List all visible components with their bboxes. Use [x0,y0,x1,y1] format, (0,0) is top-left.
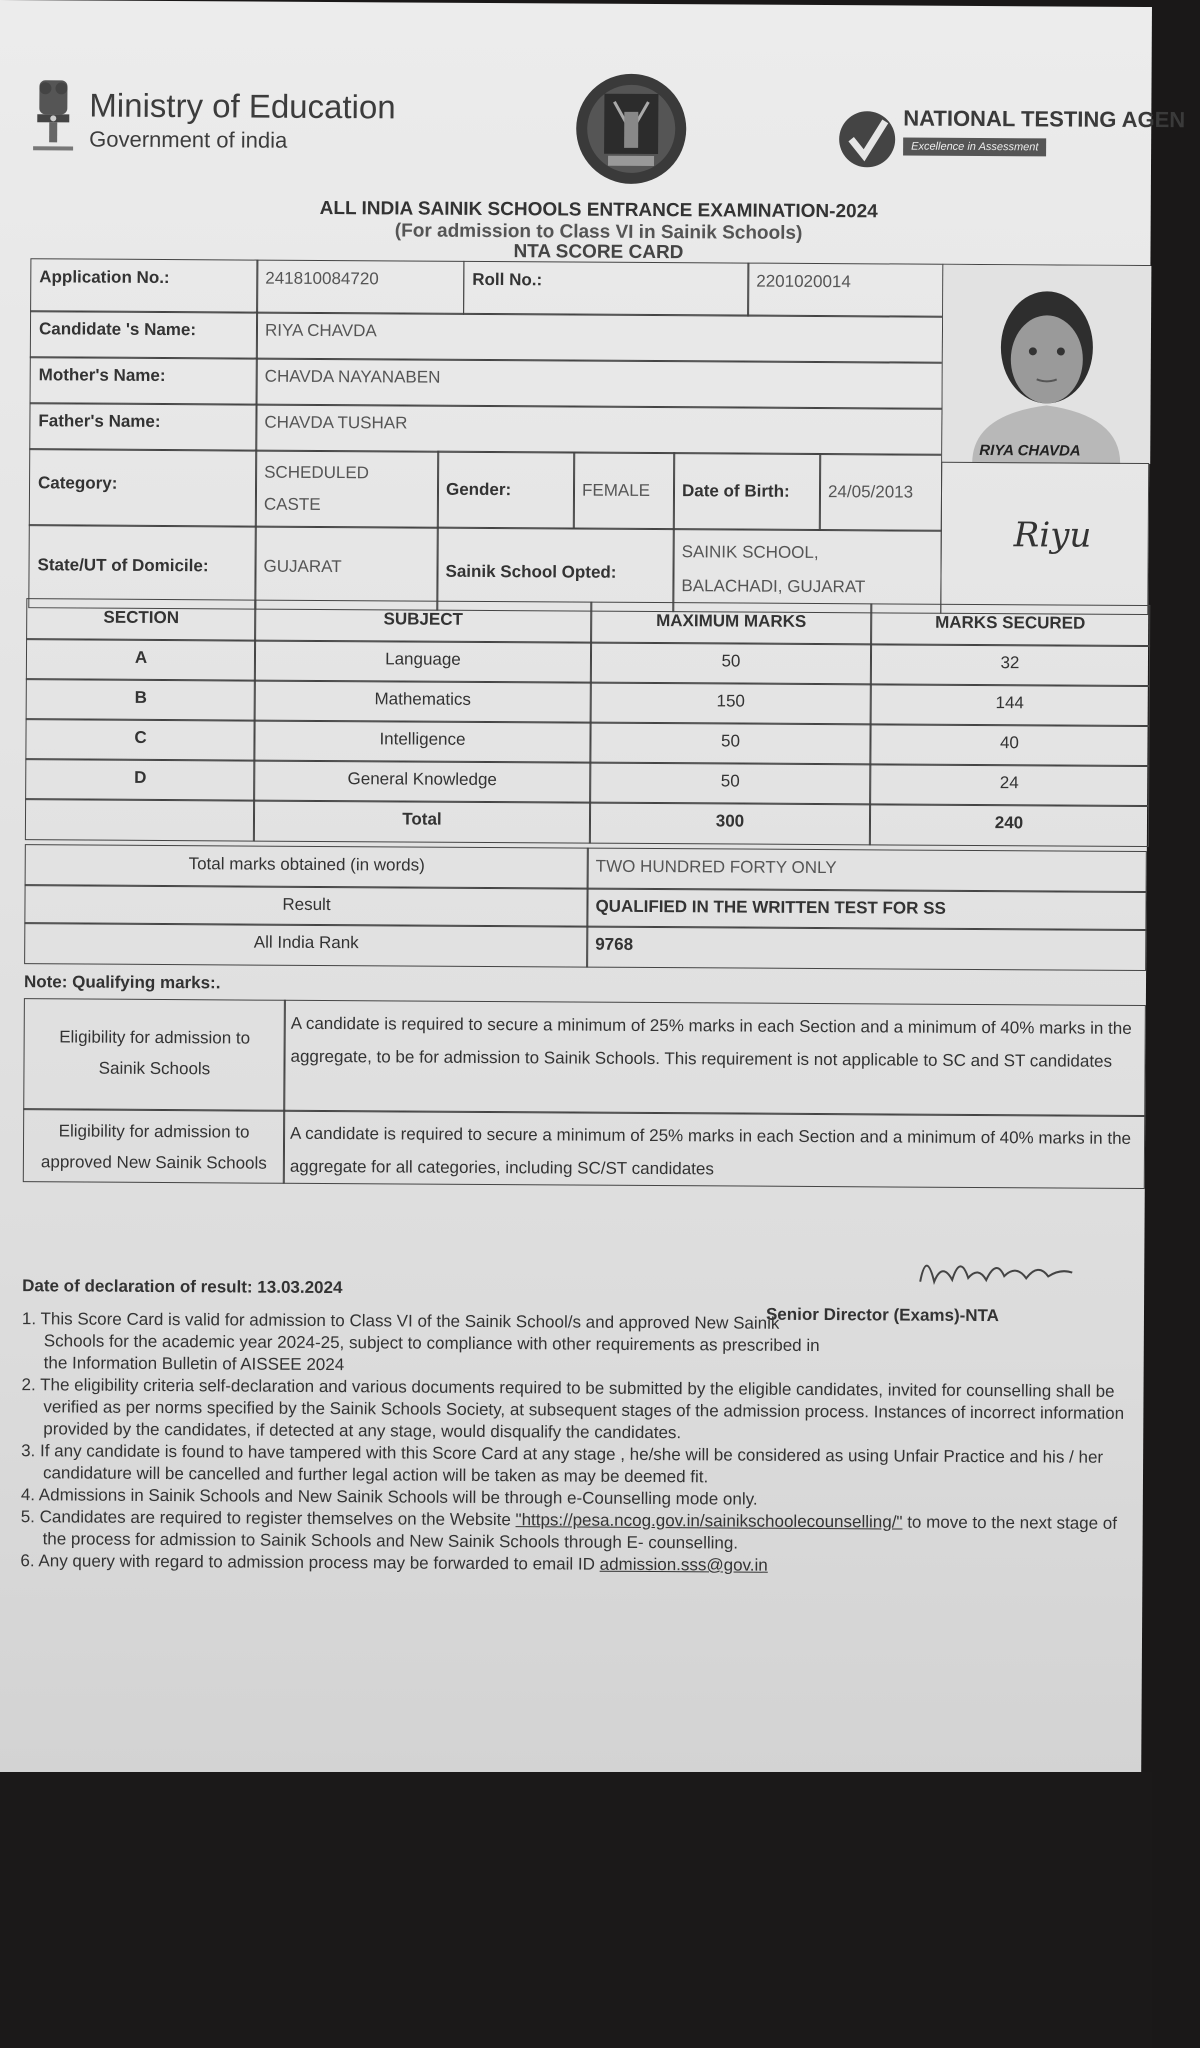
category-label: Category: [29,448,257,527]
rank-value: 9768 [586,926,1146,971]
counselling-link[interactable]: "https://pesa.ncog.gov.in/sainikschoolecounselling/" [515,1510,903,1532]
max-marks-cell: 50 [589,722,871,766]
total-marks-secured: 240 [869,803,1149,847]
father-name: CHAVDA TUSHAR [255,404,942,456]
nta-logo-icon [837,101,897,177]
school-line-1: SAINIK SCHOOL, [681,542,819,563]
exam-subtitle: (For admission to Class VI in Sainik Schools) [394,220,803,244]
eligibility-new-label [23,1108,285,1184]
subject-cell: Language [254,640,592,684]
eligibility-new-text: A candidate is required to secure a minimum of 25% marks in each Section and a minimum of 40% marks in the aggregate for all categories, including SC/ST candidates [283,1110,1145,1189]
mother-name: CHAVDA NAYANABEN [256,358,943,410]
instruction-item: 3. If any candidate is found to have tampered with this Score Card at any stage , he/she will be considered as using Unfair Practice and his / her candidature will be cancelled and further legal action will be taken as may be deemed fit. [21,1441,1104,1487]
roll-number: 2201020014 [747,263,943,318]
subject-header: SUBJECT [254,600,592,644]
mother-name-label: Mother's Name: [30,356,258,405]
instruction-item: 4. Admissions in Sainik Schools and New Sainik Schools will be through e-Counselling mode only. [20,1485,758,1509]
instruction-5-post: to move to the next stage of the process for admission to Sainik Schools and New Sainik Schools through E- counselling. [42,1512,1118,1553]
max-marks-header: MAXIMUM MARKS [590,602,872,646]
eligibility-sainik-label [23,998,286,1112]
section-header: SECTION [26,598,256,641]
ashoka-emblem-icon [29,74,78,158]
dob-label: Date of Birth: [673,452,821,531]
category-line-1: SCHEDULED [264,462,370,483]
words-value: TWO HUNDRED FORTY ONLY [587,848,1147,893]
ministry-subtitle: Government of india [89,126,288,153]
marks-secured-header: MARKS SECURED [870,603,1150,647]
state-value: GUJARAT [254,526,439,611]
photo-caption: RIYA CHAVDA [979,441,1081,460]
eligibility-new-line-2: approved New Sainik Schools [40,1152,267,1173]
application-number: 241810084720 [256,260,464,315]
category-line-2: CASTE [263,494,321,514]
note-heading: Note: Qualifying marks:. [23,972,221,993]
max-marks-cell: 50 [590,642,872,686]
school-value [672,528,942,614]
signature-box [940,462,1149,615]
instruction-item [21,1506,1131,1557]
roll-label: Roll No.: [463,261,749,317]
section-cell: D [25,758,255,801]
director-signature-icon [912,1242,1082,1299]
application-label: Application No.: [30,258,258,313]
max-marks-cell: 150 [590,682,872,726]
instruction-item: 1. This Score Card is valid for admission to Class VI of the Sainik School/s and approved New Sainik Schools for the academic year 2024-25, subject to compliance with other requirements as prescribed in the Information Bulletin of AISSEE 2024 [21,1309,820,1375]
school-line-2: BALACHADI, GUJARAT [681,576,866,597]
instruction-item: 2. The eligibility criteria self-declaration and various documents required to be submitted by the eligible candidates, invited for counselling shall be verified as per norms specified by the Sainik Schools Society, at subsequent stages of the admission process. Instances of incorrect information provided by the candidates, if detected at any stage, would disqualify the candidates. [21,1375,1125,1443]
sainik-school-seal-icon [574,72,690,188]
eligibility-new-line-1: Eligibility for admission to [58,1121,250,1142]
section-cell: A [26,638,256,681]
dob-value: 24/05/2013 [819,453,942,532]
candidate-name-label: Candidate 's Name: [30,310,258,359]
category-value [255,450,439,529]
result-value: QUALIFIED IN THE WRITTEN TEST FOR SS [586,888,1146,931]
admission-email-link[interactable]: admission.sss@gov.in [599,1554,768,1575]
marks-secured-cell: 32 [870,643,1150,687]
subject-cell: General Knowledge [253,760,591,804]
eligibility-sainik-line-2: Sainik Schools [98,1058,211,1079]
score-card-title: NTA SCORE CARD [513,241,684,264]
instructions-list [20,1308,1132,1579]
section-cell: B [26,678,256,721]
candidate-photo [941,264,1150,463]
marks-secured-cell: 144 [870,683,1150,727]
instruction-6-pre: 6. Any query with regard to admission process may be forwarded to email ID [20,1551,600,1574]
total-max-marks: 300 [589,802,871,846]
total-empty-cell [25,798,255,841]
school-label: Sainik School Opted: [436,527,675,612]
eligibility-sainik-text: A candidate is required to secure a minimum of 25% marks in each Section and a minimum of 40% marks in the aggregate, to be for admission to Sainik Schools. This requirement is not applicable to SC and ST candidates [283,1000,1146,1117]
eligibility-sainik-line-1: Eligibility for admission to [59,1027,251,1048]
father-name-label: Father's Name: [29,402,257,451]
nta-tagline: Excellence in Assessment [903,138,1046,157]
total-label: Total [253,800,591,844]
director-title: Senior Director (Exams)-NTA [765,1304,1000,1326]
ministry-logo-block [29,70,450,163]
max-marks-cell: 50 [589,762,871,806]
section-cell: C [25,718,255,761]
ministry-title: Ministry of Education [89,86,396,126]
marks-secured-cell: 40 [869,723,1149,767]
rank-label: All India Rank [24,922,588,967]
candidate-signature: Riyu [1013,515,1092,556]
result-label: Result [24,884,588,927]
background-floor [0,1772,1152,2048]
exam-title: ALL INDIA SAINIK SCHOOLS ENTRANCE EXAMINATION-2024 [319,197,878,223]
candidate-name: RIYA CHAVDA [256,312,943,364]
state-label: State/UT of Domicile: [28,524,257,609]
candidate-portrait-icon [942,265,1151,464]
marks-secured-cell: 24 [869,763,1149,807]
words-label: Total marks obtained (in words) [25,844,589,889]
gender-value: FEMALE [573,452,675,531]
gender-label: Gender: [437,451,575,530]
subject-cell: Mathematics [254,680,592,724]
declaration-date: Date of declaration of result: 13.03.2024 [22,1276,343,1298]
instruction-5-pre: 5. Candidates are required to register themselves on the Website [20,1507,516,1530]
subject-cell: Intelligence [253,720,591,764]
nta-name: NATIONAL TESTING AGEN [903,105,1186,133]
